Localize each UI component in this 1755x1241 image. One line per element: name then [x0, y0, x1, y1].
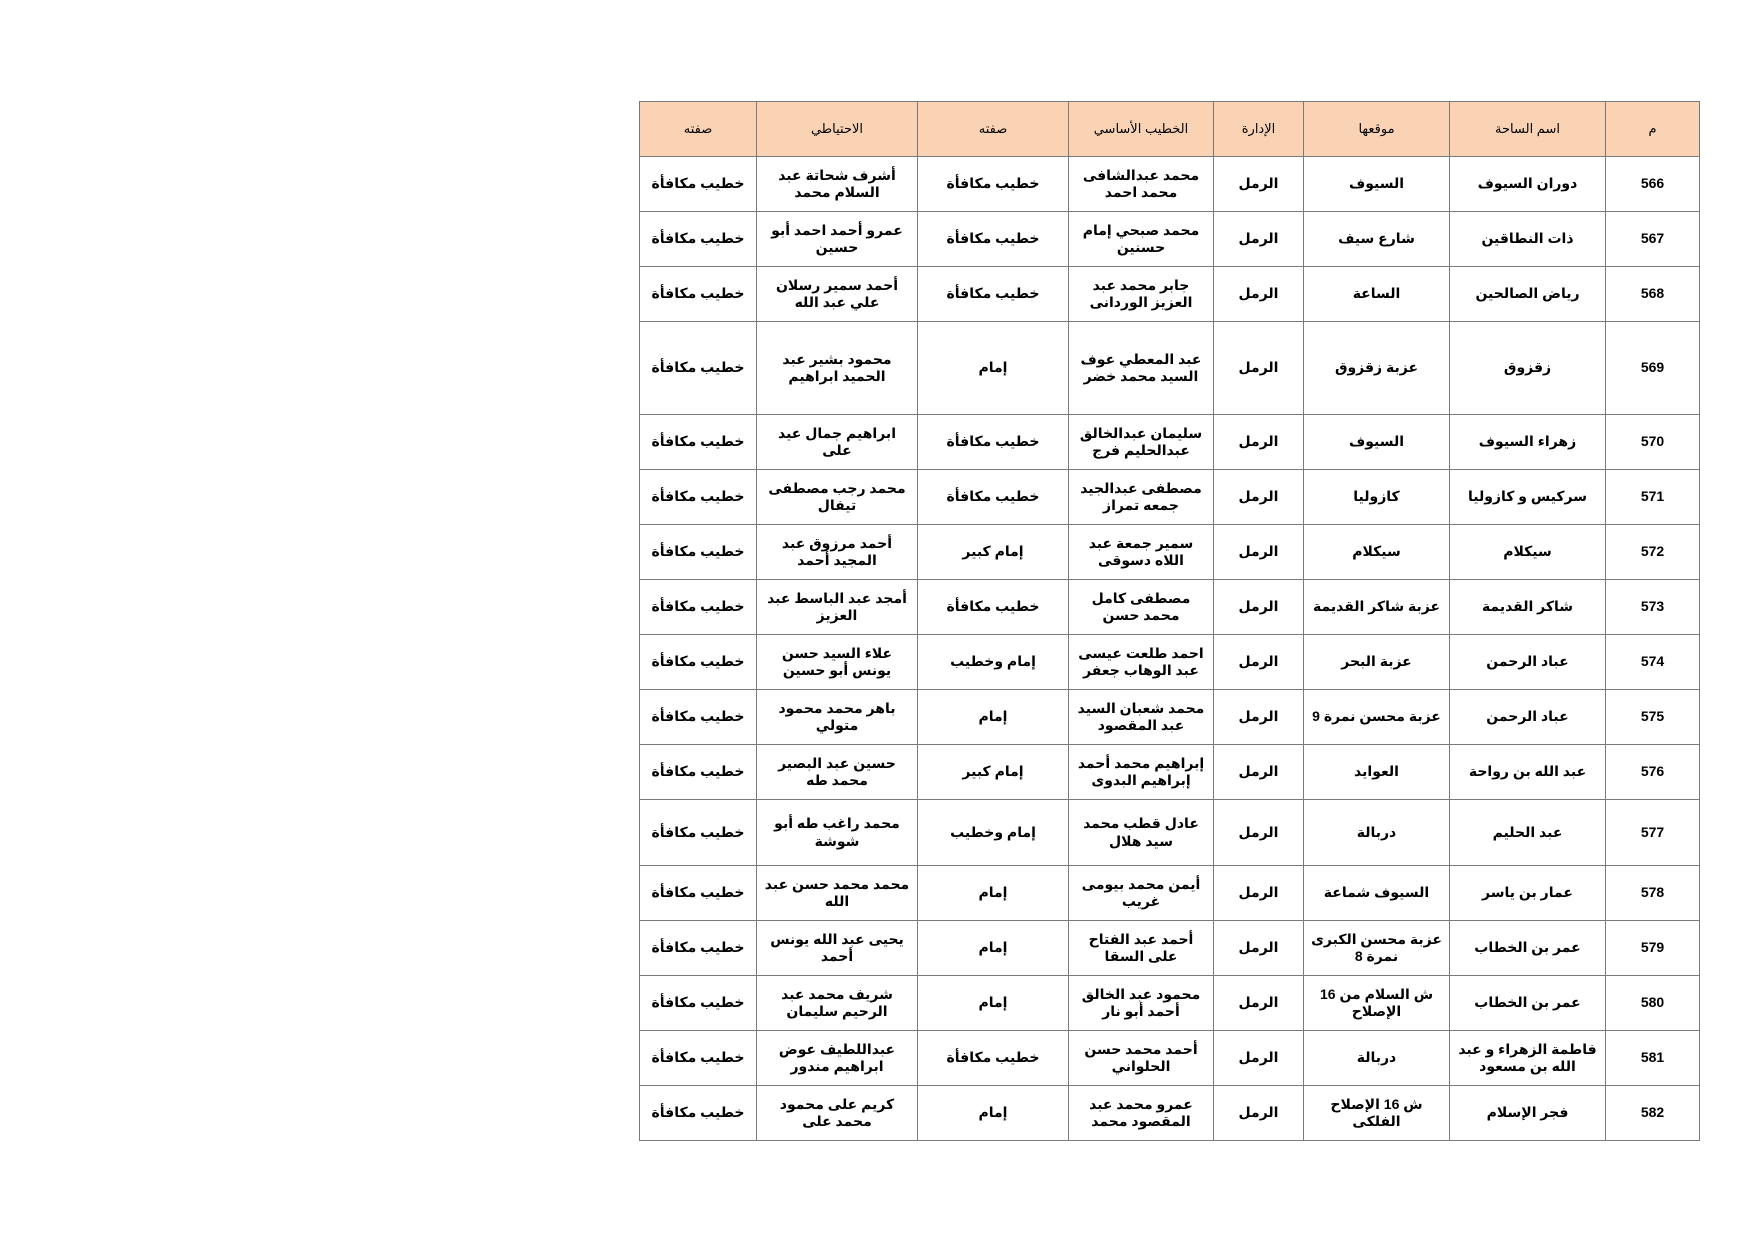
square-name-cell: عباد الرحمن — [1450, 690, 1606, 745]
backup-preacher-cell: أمجد عبد الباسط عبد العزيز — [757, 580, 918, 635]
main-preacher-role-cell: خطيب مكافأة — [918, 1031, 1069, 1086]
table-row — [640, 690, 1700, 745]
backup-preacher-cell: أحمد مرزوق عبد المجيد أحمد — [757, 525, 918, 580]
header-backup-role: صفته — [640, 102, 757, 157]
administration-cell: الرمل — [1214, 976, 1304, 1031]
header-num: م — [1606, 102, 1700, 157]
main-preacher-cell: سليمان عبدالخالق عبدالحليم فرج — [1069, 415, 1214, 470]
location-cell: شارع سيف — [1304, 212, 1450, 267]
location-cell: ش السلام من 16 الإصلاح — [1304, 976, 1450, 1031]
square-name-cell: دوران السيوف — [1450, 157, 1606, 212]
square-name-cell: زهراء السيوف — [1450, 415, 1606, 470]
administration-cell: الرمل — [1214, 635, 1304, 690]
main-preacher-role-cell: إمام وخطيب — [918, 635, 1069, 690]
location-cell: عزبة شاكر القديمة — [1304, 580, 1450, 635]
location-cell: السيوف — [1304, 415, 1450, 470]
administration-cell: الرمل — [1214, 525, 1304, 580]
location-cell: الساعة — [1304, 267, 1450, 322]
main-preacher-role-cell: إمام كبير — [918, 525, 1069, 580]
backup-preacher-cell: محمد رجب مصطفى تيفال — [757, 470, 918, 525]
row-number-cell: 581 — [1606, 1031, 1700, 1086]
table-row — [640, 800, 1700, 866]
backup-preacher-role-cell: خطيب مكافأة — [640, 976, 757, 1031]
location-cell: ش 16 الإصلاح الفلكى — [1304, 1086, 1450, 1141]
backup-preacher-cell: يحيى عبد الله يونس أحمد — [757, 921, 918, 976]
main-preacher-cell: عمرو محمد عبد المقصود محمد — [1069, 1086, 1214, 1141]
square-name-cell: فجر الإسلام — [1450, 1086, 1606, 1141]
backup-preacher-role-cell: خطيب مكافأة — [640, 800, 757, 866]
table-row — [640, 267, 1700, 322]
header-backup: الاحتياطي — [757, 102, 918, 157]
header-main-preacher: الخطيب الأساسي — [1069, 102, 1214, 157]
location-cell: سيكلام — [1304, 525, 1450, 580]
square-name-cell: عمر بن الخطاب — [1450, 921, 1606, 976]
backup-preacher-cell: عمرو أحمد احمد أبو حسين — [757, 212, 918, 267]
table-row — [640, 415, 1700, 470]
backup-preacher-role-cell: خطيب مكافأة — [640, 470, 757, 525]
backup-preacher-cell: ابراهيم جمال عيد على — [757, 415, 918, 470]
row-number-cell: 574 — [1606, 635, 1700, 690]
backup-preacher-cell: محمد راغب طه أبو شوشة — [757, 800, 918, 866]
main-preacher-cell: محمود عبد الخالق أحمد أبو نار — [1069, 976, 1214, 1031]
backup-preacher-role-cell: خطيب مكافأة — [640, 157, 757, 212]
location-cell: السيوف شماعة — [1304, 866, 1450, 921]
main-preacher-role-cell: إمام — [918, 1086, 1069, 1141]
main-preacher-cell: إبراهيم محمد أحمد إبراهيم البدوى — [1069, 745, 1214, 800]
square-name-cell: شاكر القديمة — [1450, 580, 1606, 635]
main-preacher-role-cell: إمام — [918, 921, 1069, 976]
square-name-cell: عمار بن ياسر — [1450, 866, 1606, 921]
row-number-cell: 569 — [1606, 322, 1700, 415]
location-cell: السيوف — [1304, 157, 1450, 212]
backup-preacher-cell: حسين عبد البصير محمد طه — [757, 745, 918, 800]
backup-preacher-role-cell: خطيب مكافأة — [640, 267, 757, 322]
row-number-cell: 577 — [1606, 800, 1700, 866]
table-row — [640, 322, 1700, 415]
table-row — [640, 1031, 1700, 1086]
main-preacher-cell: سمير جمعة عبد اللاه دسوقى — [1069, 525, 1214, 580]
location-cell: عزبة محسن الكبرى نمرة 8 — [1304, 921, 1450, 976]
main-preacher-cell: مصطفى عبدالجيد جمعه تمراز — [1069, 470, 1214, 525]
location-cell: دربالة — [1304, 1031, 1450, 1086]
administration-cell: الرمل — [1214, 1086, 1304, 1141]
table-row — [640, 976, 1700, 1031]
table-row — [640, 921, 1700, 976]
table-row — [640, 866, 1700, 921]
backup-preacher-role-cell: خطيب مكافأة — [640, 921, 757, 976]
backup-preacher-cell: محمد محمد حسن عبد الله — [757, 866, 918, 921]
backup-preacher-role-cell: خطيب مكافأة — [640, 212, 757, 267]
backup-preacher-role-cell: خطيب مكافأة — [640, 322, 757, 415]
preachers-table — [639, 101, 1700, 1141]
backup-preacher-cell: محمود بشير عبد الحميد ابراهيم — [757, 322, 918, 415]
square-name-cell: سيكلام — [1450, 525, 1606, 580]
location-cell: عزبة البحر — [1304, 635, 1450, 690]
administration-cell: الرمل — [1214, 690, 1304, 745]
backup-preacher-cell: عبداللطيف عوض ابراهيم مندور — [757, 1031, 918, 1086]
table-header-row — [640, 102, 1700, 157]
square-name-cell: فاطمة الزهراء و عبد الله بن مسعود — [1450, 1031, 1606, 1086]
header-location: موقعها — [1304, 102, 1450, 157]
location-cell: عزبة محسن نمرة 9 — [1304, 690, 1450, 745]
administration-cell: الرمل — [1214, 580, 1304, 635]
backup-preacher-cell: باهر محمد محمود متولي — [757, 690, 918, 745]
main-preacher-cell: عبد المعطي عوف السيد محمد خضر — [1069, 322, 1214, 415]
row-number-cell: 571 — [1606, 470, 1700, 525]
backup-preacher-role-cell: خطيب مكافأة — [640, 745, 757, 800]
table-row — [640, 470, 1700, 525]
main-preacher-role-cell: إمام وخطيب — [918, 800, 1069, 866]
backup-preacher-role-cell: خطيب مكافأة — [640, 635, 757, 690]
backup-preacher-role-cell: خطيب مكافأة — [640, 525, 757, 580]
main-preacher-role-cell: خطيب مكافأة — [918, 157, 1069, 212]
main-preacher-role-cell: إمام — [918, 976, 1069, 1031]
main-preacher-role-cell: خطيب مكافأة — [918, 212, 1069, 267]
main-preacher-cell: احمد طلعت عيسى عبد الوهاب جعفر — [1069, 635, 1214, 690]
table-row — [640, 745, 1700, 800]
main-preacher-cell: أيمن محمد بيومى غريب — [1069, 866, 1214, 921]
administration-cell: الرمل — [1214, 470, 1304, 525]
square-name-cell: زقزوق — [1450, 322, 1606, 415]
main-preacher-cell: عادل قطب محمد سيد هلال — [1069, 800, 1214, 866]
administration-cell: الرمل — [1214, 322, 1304, 415]
header-square-name: اسم الساحة — [1450, 102, 1606, 157]
backup-preacher-cell: كريم على محمود محمد على — [757, 1086, 918, 1141]
row-number-cell: 573 — [1606, 580, 1700, 635]
table-row — [640, 525, 1700, 580]
table-row — [640, 1086, 1700, 1141]
main-preacher-cell: محمد عبدالشافى محمد احمد — [1069, 157, 1214, 212]
row-number-cell: 579 — [1606, 921, 1700, 976]
location-cell: العوايد — [1304, 745, 1450, 800]
main-preacher-role-cell: إمام — [918, 866, 1069, 921]
row-number-cell: 578 — [1606, 866, 1700, 921]
backup-preacher-role-cell: خطيب مكافأة — [640, 415, 757, 470]
main-preacher-role-cell: خطيب مكافأة — [918, 470, 1069, 525]
row-number-cell: 566 — [1606, 157, 1700, 212]
location-cell: عزبة زقزوق — [1304, 322, 1450, 415]
square-name-cell: سركيس و كازوليا — [1450, 470, 1606, 525]
row-number-cell: 576 — [1606, 745, 1700, 800]
row-number-cell: 572 — [1606, 525, 1700, 580]
main-preacher-role-cell: إمام — [918, 322, 1069, 415]
main-preacher-role-cell: إمام كبير — [918, 745, 1069, 800]
backup-preacher-role-cell: خطيب مكافأة — [640, 866, 757, 921]
table-row — [640, 212, 1700, 267]
main-preacher-role-cell: خطيب مكافأة — [918, 415, 1069, 470]
main-preacher-cell: أحمد عبد الفتاح على السقا — [1069, 921, 1214, 976]
backup-preacher-role-cell: خطيب مكافأة — [640, 580, 757, 635]
backup-preacher-role-cell: خطيب مكافأة — [640, 1086, 757, 1141]
backup-preacher-cell: أحمد سمير رسلان علي عبد الله — [757, 267, 918, 322]
main-preacher-cell: جابر محمد عبد العزيز الوردانى — [1069, 267, 1214, 322]
administration-cell: الرمل — [1214, 1031, 1304, 1086]
administration-cell: الرمل — [1214, 267, 1304, 322]
backup-preacher-cell: شريف محمد عبد الرحيم سليمان — [757, 976, 918, 1031]
square-name-cell: ذات النطاقين — [1450, 212, 1606, 267]
main-preacher-cell: محمد صبحي إمام حسنين — [1069, 212, 1214, 267]
square-name-cell: رياض الصالحين — [1450, 267, 1606, 322]
main-preacher-role-cell: إمام — [918, 690, 1069, 745]
table-row — [640, 580, 1700, 635]
square-name-cell: عباد الرحمن — [1450, 635, 1606, 690]
administration-cell: الرمل — [1214, 921, 1304, 976]
table-row — [640, 157, 1700, 212]
location-cell: دربالة — [1304, 800, 1450, 866]
main-preacher-role-cell: خطيب مكافأة — [918, 580, 1069, 635]
square-name-cell: عمر بن الخطاب — [1450, 976, 1606, 1031]
row-number-cell: 568 — [1606, 267, 1700, 322]
square-name-cell: عبد الحليم — [1450, 800, 1606, 866]
main-preacher-cell: مصطفى كامل محمد حسن — [1069, 580, 1214, 635]
table-row — [640, 635, 1700, 690]
administration-cell: الرمل — [1214, 157, 1304, 212]
main-preacher-cell: أحمد محمد حسن الحلواني — [1069, 1031, 1214, 1086]
main-preacher-role-cell: خطيب مكافأة — [918, 267, 1069, 322]
backup-preacher-role-cell: خطيب مكافأة — [640, 690, 757, 745]
row-number-cell: 567 — [1606, 212, 1700, 267]
administration-cell: الرمل — [1214, 212, 1304, 267]
header-main-role: صفته — [918, 102, 1069, 157]
administration-cell: الرمل — [1214, 745, 1304, 800]
administration-cell: الرمل — [1214, 866, 1304, 921]
administration-cell: الرمل — [1214, 800, 1304, 866]
backup-preacher-cell: علاء السيد حسن يونس أبو حسين — [757, 635, 918, 690]
row-number-cell: 580 — [1606, 976, 1700, 1031]
administration-cell: الرمل — [1214, 415, 1304, 470]
row-number-cell: 570 — [1606, 415, 1700, 470]
row-number-cell: 575 — [1606, 690, 1700, 745]
row-number-cell: 582 — [1606, 1086, 1700, 1141]
header-administration: الإدارة — [1214, 102, 1304, 157]
location-cell: كازوليا — [1304, 470, 1450, 525]
backup-preacher-cell: أشرف شحاتة عبد السلام محمد — [757, 157, 918, 212]
square-name-cell: عبد الله بن رواحة — [1450, 745, 1606, 800]
main-preacher-cell: محمد شعبان السيد عبد المقصود — [1069, 690, 1214, 745]
backup-preacher-role-cell: خطيب مكافأة — [640, 1031, 757, 1086]
